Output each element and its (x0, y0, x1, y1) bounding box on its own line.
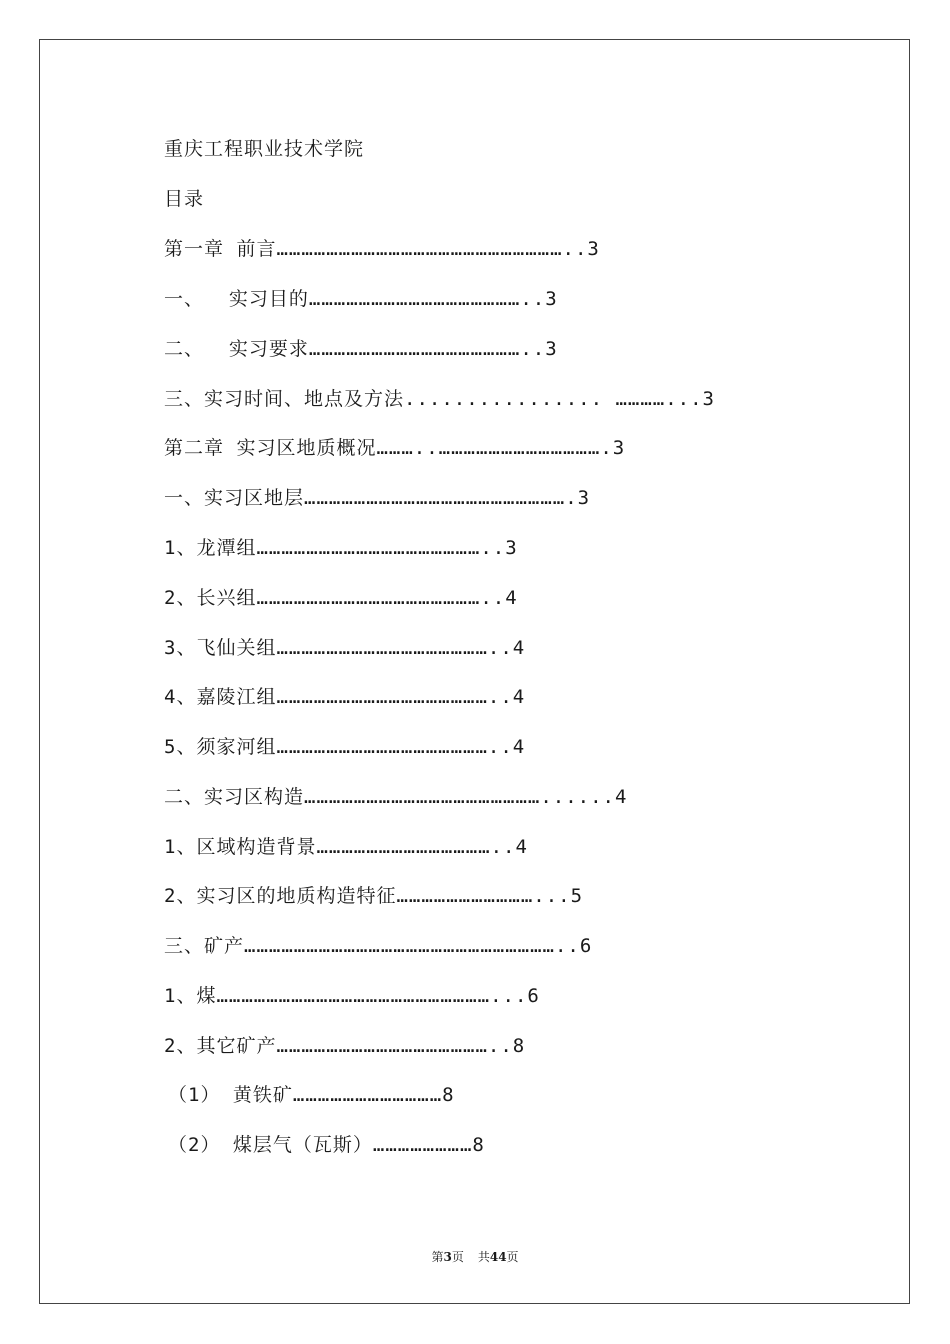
toc-entry: 三、矿产…………………………………………………………………..6 (164, 935, 593, 957)
footer-page-current: 3 (443, 1250, 452, 1264)
toc-entry: （2） 煤层气（瓦斯）……………………8 (168, 1134, 485, 1156)
footer-total-prefix: 共 (477, 1250, 490, 1264)
toc-entry: 第二章 实习区地质概况………..………………………………….3 (164, 437, 626, 459)
toc-entry: 1、区域构造背景……………………………………..4 (164, 836, 528, 858)
toc-entry: 1、龙潭组………………………………………………..3 (164, 537, 518, 559)
page-footer (0, 1249, 950, 1265)
footer-total-suffix: 页 (506, 1250, 519, 1264)
toc-entry: 三、实习时间、地点及方法................ …………...3 (164, 388, 715, 410)
footer-page-total: 44 (489, 1250, 507, 1264)
school-name: 重庆工程职业技术学院 (164, 138, 365, 160)
page-frame (39, 39, 910, 1304)
toc-entry: 2、实习区的地质构造特征……………………………...5 (164, 885, 584, 907)
toc-entry: 2、其它矿产……………………………………………..8 (164, 1035, 526, 1057)
toc-entry: 2、长兴组………………………………………………..4 (164, 587, 518, 609)
toc-entry: 第一章 前言……………………………………………………………..3 (164, 238, 600, 260)
toc-entry: 1、煤…………………………………………………………...6 (164, 985, 540, 1007)
toc-entry: （1） 黄铁矿………………………………8 (168, 1084, 455, 1106)
toc-title: 目录 (164, 188, 205, 210)
toc-entry: 一、实习区地层……………………………………………………….3 (164, 487, 591, 509)
toc-entry: 一、 实习目的……………………………………………..3 (164, 288, 558, 310)
footer-page-prefix: 第 (431, 1250, 444, 1264)
toc-entry: 3、飞仙关组……………………………………………..4 (164, 637, 526, 659)
toc-entry: 4、嘉陵江组……………………………………………..4 (164, 686, 526, 708)
footer-page-mid: 页 (451, 1250, 464, 1264)
toc-entry: 二、 实习要求……………………………………………..3 (164, 338, 558, 360)
toc-entry: 5、须家河组……………………………………………..4 (164, 736, 526, 758)
toc-entry: 二、实习区构造…………………………………………………......4 (164, 786, 628, 808)
